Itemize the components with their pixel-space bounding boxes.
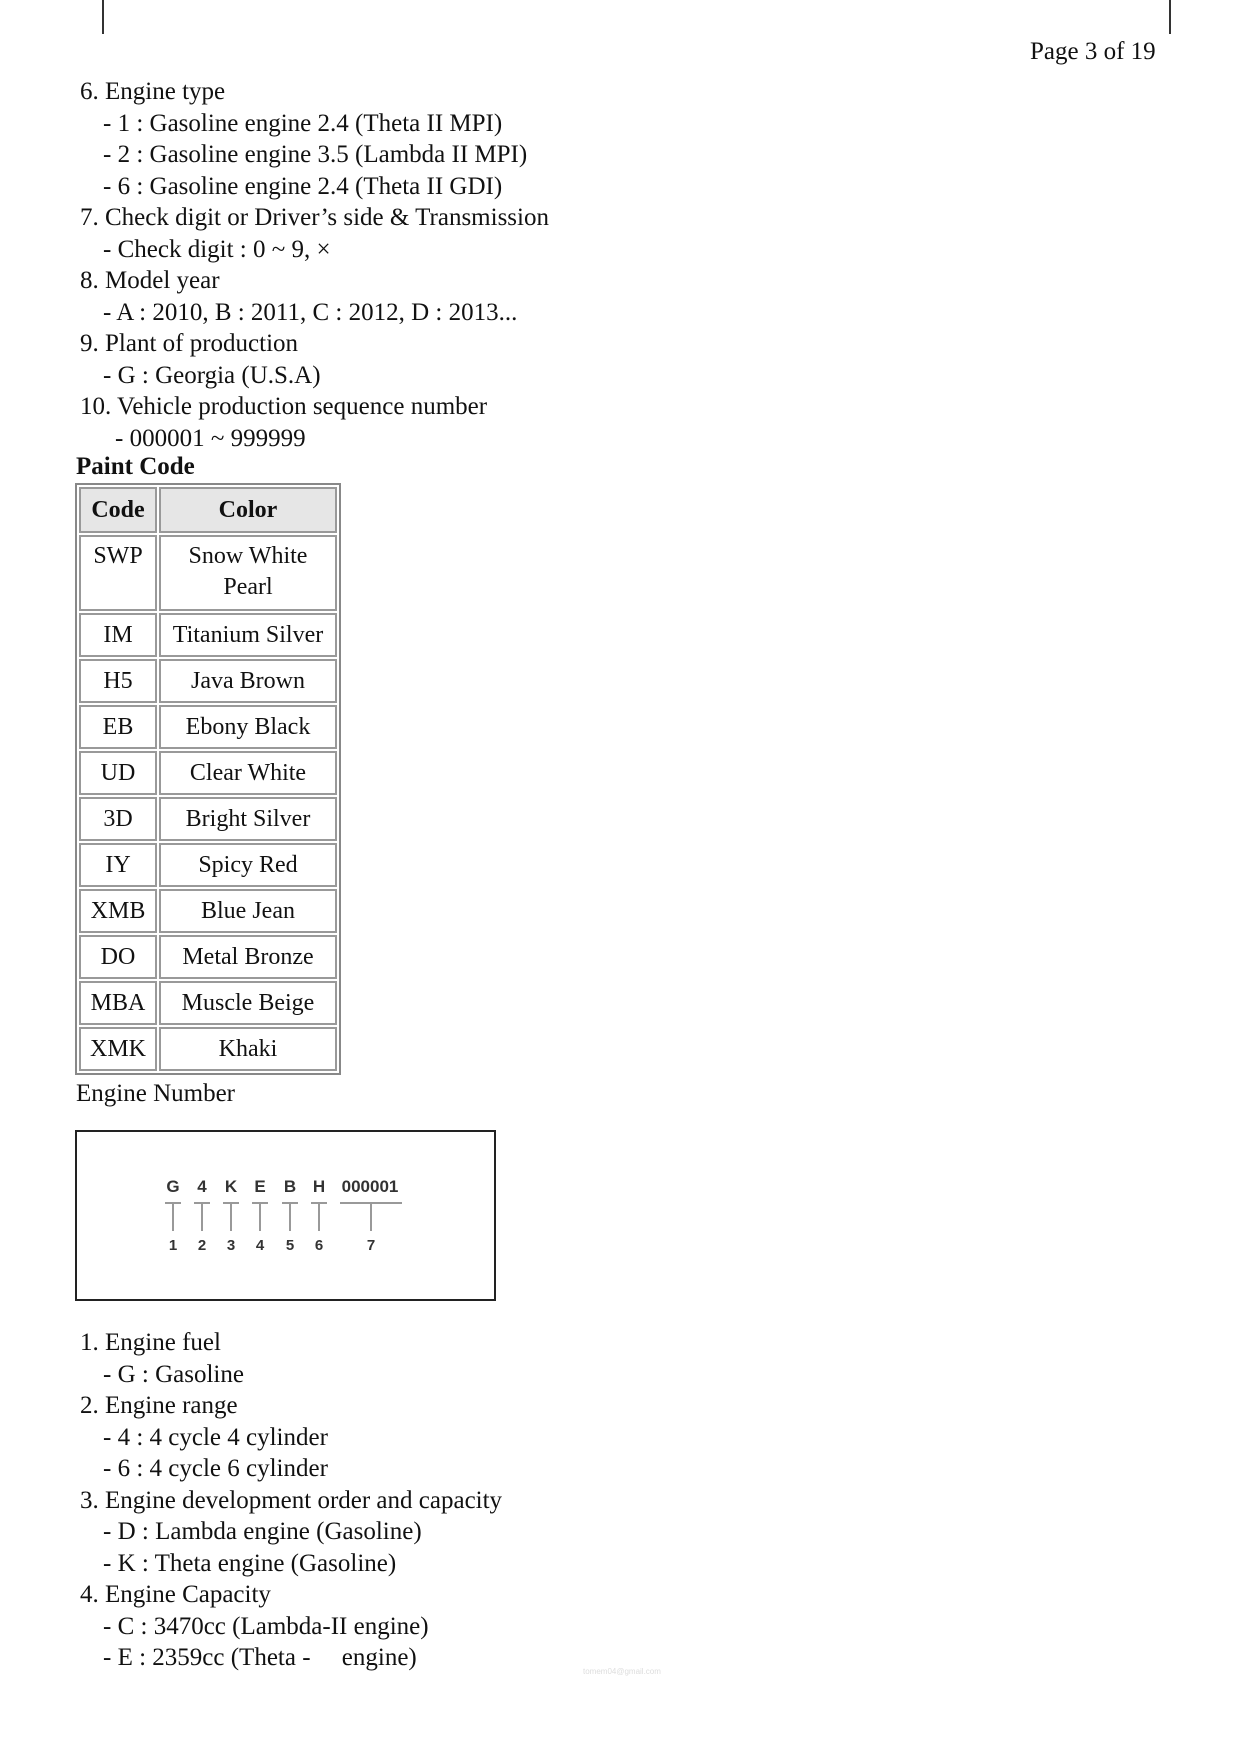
engine-number-diagram: [75, 1130, 496, 1301]
engine-item-title: 4. Engine Capacity: [80, 1581, 271, 1608]
paint-code-cell: EB: [79, 705, 157, 749]
engine-item-detail: - K : Theta engine (Gasoline): [103, 1549, 397, 1577]
vin-item-detail: - G : Georgia (U.S.A): [103, 361, 321, 389]
page-number: Page 3 of 19: [1030, 38, 1156, 65]
column-header-color: Color: [159, 487, 337, 533]
paint-color-cell: Metal Bronze: [159, 935, 337, 979]
engine-char-e: E: [254, 1177, 266, 1196]
table-row: [79, 1027, 337, 1071]
paint-color-cell: Java Brown: [159, 659, 337, 703]
vin-item-detail: - Check digit : 0 ~ 9, ×: [103, 235, 331, 263]
paint-color-cell: Spicy Red: [159, 843, 337, 887]
engine-index-2: 2: [197, 1237, 207, 1254]
engine-item-title: 3. Engine development order and capacity: [80, 1486, 503, 1514]
engine-index-7: 7: [366, 1237, 376, 1254]
table-row: [79, 613, 337, 657]
engine-item-detail: - G : Gasoline: [103, 1360, 244, 1388]
table-row: [79, 981, 337, 1025]
engine-char-k: K: [224, 1177, 238, 1196]
engine-item-title: 2. Engine range: [80, 1392, 238, 1419]
watermark: tomem04@gmail.com: [583, 1667, 661, 1676]
engine-list: [78, 1327, 502, 1674]
paint-color-cell: Titanium Silver: [159, 613, 337, 657]
paint-color-cell: Clear White: [159, 751, 337, 795]
table-row: [79, 797, 337, 841]
vin-item-detail: - 2 : Gasoline engine 3.5 (Lambda II MPI): [103, 141, 528, 168]
paint-code-table: [75, 483, 341, 1075]
paint-code-cell: MBA: [79, 981, 157, 1025]
engine-index-4: 4: [255, 1237, 265, 1254]
engine-item-detail: - C : 3470cc (Lambda-II engine): [103, 1612, 429, 1640]
paint-code-cell: DO: [79, 935, 157, 979]
engine-index-6: 6: [314, 1237, 324, 1254]
paint-color-cell: Bright Silver: [159, 797, 337, 841]
table-row: [79, 535, 337, 611]
engine-index-1: 1: [168, 1237, 178, 1254]
vin-item-title: 8. Model year: [80, 267, 220, 294]
engine-index-5: 5: [285, 1237, 295, 1254]
table-row: [79, 705, 337, 749]
engine-leader-lines: [165, 1203, 402, 1231]
engine-number-title: Engine Number: [76, 1080, 235, 1107]
paint-code-cell: H5: [79, 659, 157, 703]
engine-char-4: 4: [197, 1177, 207, 1196]
vin-item-title: 7. Check digit or Driver’s side & Transmission: [80, 204, 549, 231]
paint-color-cell: Muscle Beige: [159, 981, 337, 1025]
engine-item-detail: - 4 : 4 cycle 4 cylinder: [103, 1423, 328, 1451]
vin-item-title: 9. Plant of production: [80, 330, 299, 357]
vin-item-detail: - A : 2010, B : 2011, C : 2012, D : 2013...: [103, 298, 518, 326]
vin-item-title: 10. Vehicle production sequence number: [80, 393, 488, 420]
vin-item-detail: - 1 : Gasoline engine 2.4 (Theta II MPI): [103, 109, 503, 137]
paint-code-cell: UD: [79, 751, 157, 795]
engine-char-h: H: [312, 1177, 326, 1196]
vin-item-title: 6. Engine type: [80, 78, 226, 105]
paint-color-cell: Ebony Black: [159, 705, 337, 749]
engine-item-detail: - 6 : 4 cycle 6 cylinder: [103, 1455, 328, 1482]
paint-code-title: Paint Code: [76, 453, 195, 480]
crop-mark-left: [102, 0, 104, 34]
paint-code-cell: IY: [79, 843, 157, 887]
paint-color-cell: Blue Jean: [159, 889, 337, 933]
engine-number-svg: [77, 1132, 494, 1299]
engine-char-serial: 000001: [341, 1177, 399, 1196]
table-row: [79, 751, 337, 795]
column-header-code: Code: [79, 487, 157, 533]
engine-index-3: 3: [226, 1237, 236, 1254]
vin-item-detail: - 6 : Gasoline engine 2.4 (Theta II GDI): [103, 172, 503, 200]
paint-code-cell: XMB: [79, 889, 157, 933]
engine-item-detail: - E : 2359cc (Theta - engine): [103, 1644, 417, 1671]
paint-code-cell: SWP: [79, 535, 157, 611]
table-row: [79, 935, 337, 979]
table-row: [79, 889, 337, 933]
paint-color-cell: Khaki: [159, 1027, 337, 1071]
vin-list: [78, 76, 549, 454]
paint-code-cell: XMK: [79, 1027, 157, 1071]
vin-item-detail: - 000001 ~ 999999: [115, 424, 306, 452]
engine-item-detail: - D : Lambda engine (Gasoline): [103, 1518, 422, 1545]
engine-char-b: B: [283, 1177, 297, 1196]
crop-mark-right: [1169, 0, 1171, 34]
paint-color-cell: Snow White Pearl: [159, 535, 337, 611]
paint-code-cell: 3D: [79, 797, 157, 841]
table-header-row: [79, 487, 337, 533]
table-row: [79, 659, 337, 703]
engine-char-g: G: [166, 1177, 180, 1196]
table-row: [79, 843, 337, 887]
engine-item-title: 1. Engine fuel: [80, 1329, 221, 1356]
paint-code-cell: IM: [79, 613, 157, 657]
